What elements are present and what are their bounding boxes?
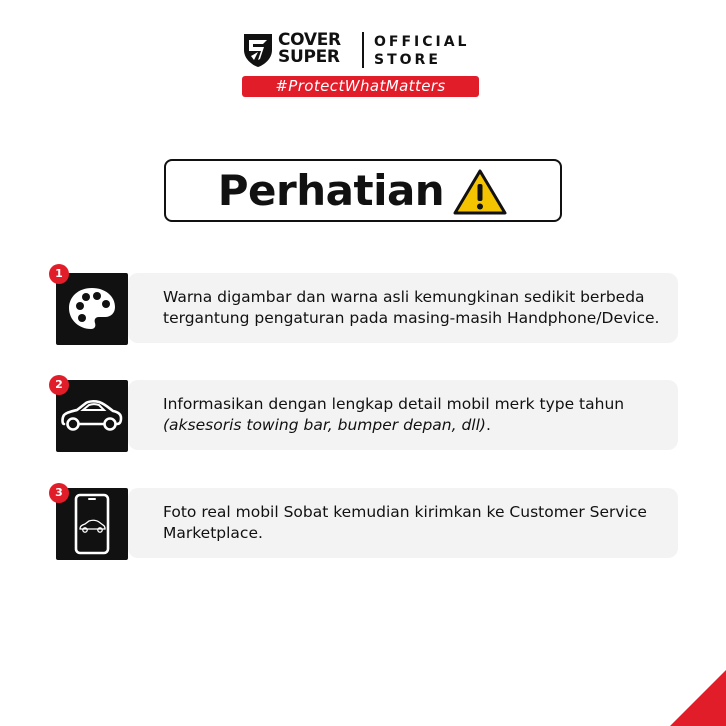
warning-icon [452, 168, 508, 216]
step-badge-2: 2 [49, 375, 69, 395]
cover-super-logo-icon [242, 32, 274, 68]
page-title: Perhatian [217, 166, 445, 215]
brand-name [278, 32, 341, 66]
palette-icon [66, 285, 118, 333]
notice-text-2-plain: Informasikan dengan lengkap detail mobil merk type tahun [163, 395, 625, 413]
brand-store-line2: STORE [374, 52, 441, 68]
step-badge-1: 1 [49, 264, 69, 284]
icon-tile-1 [56, 273, 128, 345]
notice-text-1: Warna digambar dan warna asli kemungkinan sedikit berbeda tergantung pengaturan pada masing-masih Handphone/Device. [163, 288, 660, 327]
brand-store [374, 33, 469, 69]
smartphone-car-icon [74, 493, 110, 555]
notice-card-2 [128, 380, 678, 450]
brand-name-line2: SUPER [278, 47, 340, 67]
notice-text-2 [163, 394, 660, 436]
brand-divider [362, 32, 364, 68]
notice-text-2-end: . [485, 416, 491, 434]
notice-card-3 [128, 488, 678, 558]
title-box [164, 159, 562, 222]
notice-card-1 [128, 273, 678, 343]
step-badge-3: 3 [49, 483, 69, 503]
notice-text-3: Foto real mobil Sobat kemudian kirimkan ke Customer Service Marketplace. [163, 503, 647, 542]
corner-accent [670, 670, 726, 726]
notice-text-2-italic: (aksesoris towing bar, bumper depan, dll) [163, 416, 486, 434]
brand-tagline: #ProtectWhatMatters [242, 76, 479, 97]
brand-header [242, 30, 492, 100]
brand-name-line1: COVER [278, 30, 341, 50]
car-icon [59, 396, 125, 436]
brand-store-line1: OFFICIAL [374, 34, 470, 50]
